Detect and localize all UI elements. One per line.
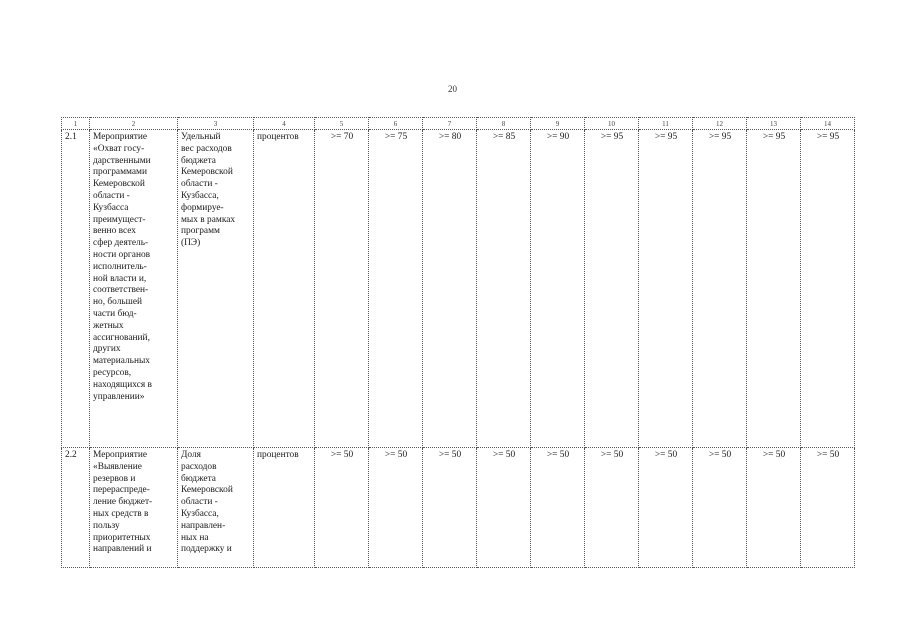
- indicator-cell: [178, 130, 254, 448]
- indicator-line: формируе-: [181, 202, 224, 213]
- value-cell: >= 95: [585, 130, 639, 448]
- indicator-line: направлен-: [181, 520, 226, 531]
- event-line: ресурсов,: [93, 367, 132, 378]
- indicator-line: области -: [181, 179, 218, 190]
- event-line: соответствен-: [93, 285, 149, 296]
- event-line: «Охват госу-: [93, 143, 145, 154]
- event-line: программами: [93, 167, 147, 178]
- event-line: материальных: [93, 356, 150, 367]
- indicator-line: Кузбасса,: [181, 508, 219, 519]
- event-line: жетных: [93, 320, 124, 331]
- indicator-line: ных на: [181, 532, 209, 543]
- indicator-line: Кемеровской: [181, 485, 233, 496]
- table-row: [62, 130, 855, 448]
- column-header: 3: [178, 118, 254, 130]
- value-cell: >= 95: [639, 130, 693, 448]
- unit-cell: процентов: [254, 448, 315, 568]
- column-header: 6: [369, 118, 423, 130]
- table-row: [62, 448, 855, 568]
- event-line: дарственными: [93, 155, 151, 166]
- page-number: 20: [448, 84, 457, 94]
- indicator-line: вес расходов: [181, 143, 232, 154]
- value-cell: >= 50: [315, 448, 369, 568]
- value-cell: >= 50: [693, 448, 747, 568]
- column-header: 2: [90, 118, 178, 130]
- value-cell: >= 50: [369, 448, 423, 568]
- event-line: но, большей: [93, 297, 143, 308]
- indicator-line: Кемеровской: [181, 167, 233, 178]
- column-header: 11: [639, 118, 693, 130]
- column-header: 8: [477, 118, 531, 130]
- value-cell: >= 85: [477, 130, 531, 448]
- event-cell: [90, 448, 178, 568]
- event-line: управлении»: [93, 391, 145, 402]
- value-cell: >= 95: [747, 130, 801, 448]
- event-line: находящихся в: [93, 379, 152, 390]
- indicator-line: программ: [181, 226, 220, 237]
- event-line: «Выявление: [93, 461, 142, 472]
- value-cell: >= 95: [693, 130, 747, 448]
- event-line: ассигнований,: [93, 332, 150, 343]
- value-cell: >= 50: [423, 448, 477, 568]
- value-cell: >= 50: [585, 448, 639, 568]
- column-header: 5: [315, 118, 369, 130]
- indicator-line: (ПЭ): [181, 238, 201, 249]
- column-header: 9: [531, 118, 585, 130]
- indicator-line: бюджета: [181, 473, 216, 484]
- value-cell: >= 50: [801, 448, 855, 568]
- event-cell: [90, 130, 178, 448]
- event-line: сфер деятель-: [93, 238, 149, 249]
- unit-cell: процентов: [254, 130, 315, 448]
- event-line: других: [93, 344, 121, 355]
- value-cell: >= 70: [315, 130, 369, 448]
- value-cell: >= 50: [477, 448, 531, 568]
- event-line: Мероприятие: [93, 450, 148, 460]
- value-cell: >= 80: [423, 130, 477, 448]
- column-header: 13: [747, 118, 801, 130]
- event-line: ности органов: [93, 249, 151, 260]
- event-line: Мероприятие: [93, 132, 148, 142]
- event-line: области -: [93, 190, 130, 201]
- indicator-line: Кузбасса,: [181, 190, 219, 201]
- column-header: 7: [423, 118, 477, 130]
- event-line: резервов и: [93, 473, 136, 484]
- event-line: ной власти и,: [93, 273, 147, 284]
- row-number-cell: 2.2: [62, 448, 90, 568]
- event-line: приоритетных: [93, 532, 151, 543]
- indicator-line: Удельный: [181, 132, 221, 142]
- table-header-row: [62, 118, 855, 130]
- event-line: перераспреде-: [93, 485, 150, 496]
- event-line: исполнитель-: [93, 261, 147, 272]
- indicator-line: Доля: [181, 450, 201, 460]
- event-line: венно всех: [93, 226, 136, 237]
- indicator-line: бюджета: [181, 155, 216, 166]
- value-cell: >= 50: [531, 448, 585, 568]
- row-number-cell: 2.1: [62, 130, 90, 448]
- column-header: 1: [62, 118, 90, 130]
- targets-table: [61, 117, 855, 568]
- event-line: части бюд-: [93, 308, 137, 319]
- column-header: 10: [585, 118, 639, 130]
- event-line: Кузбасса: [93, 202, 129, 213]
- value-cell: >= 90: [531, 130, 585, 448]
- event-line: Кемеровской: [93, 179, 145, 190]
- event-line: ление бюджет-: [93, 497, 153, 508]
- indicator-line: расходов: [181, 461, 217, 472]
- column-header: 14: [801, 118, 855, 130]
- value-cell: >= 95: [801, 130, 855, 448]
- indicator-line: области -: [181, 497, 218, 508]
- event-line: преимущест-: [93, 214, 146, 225]
- value-cell: >= 50: [747, 448, 801, 568]
- event-line: ных средств в: [93, 508, 149, 519]
- indicator-line: мых в рамках: [181, 214, 236, 225]
- indicator-line: поддержку и: [181, 544, 232, 555]
- event-line: направлений и: [93, 544, 152, 555]
- indicator-cell: [178, 448, 254, 568]
- value-cell: >= 50: [639, 448, 693, 568]
- column-header: 4: [254, 118, 315, 130]
- event-line: пользу: [93, 520, 120, 531]
- column-header: 12: [693, 118, 747, 130]
- value-cell: >= 75: [369, 130, 423, 448]
